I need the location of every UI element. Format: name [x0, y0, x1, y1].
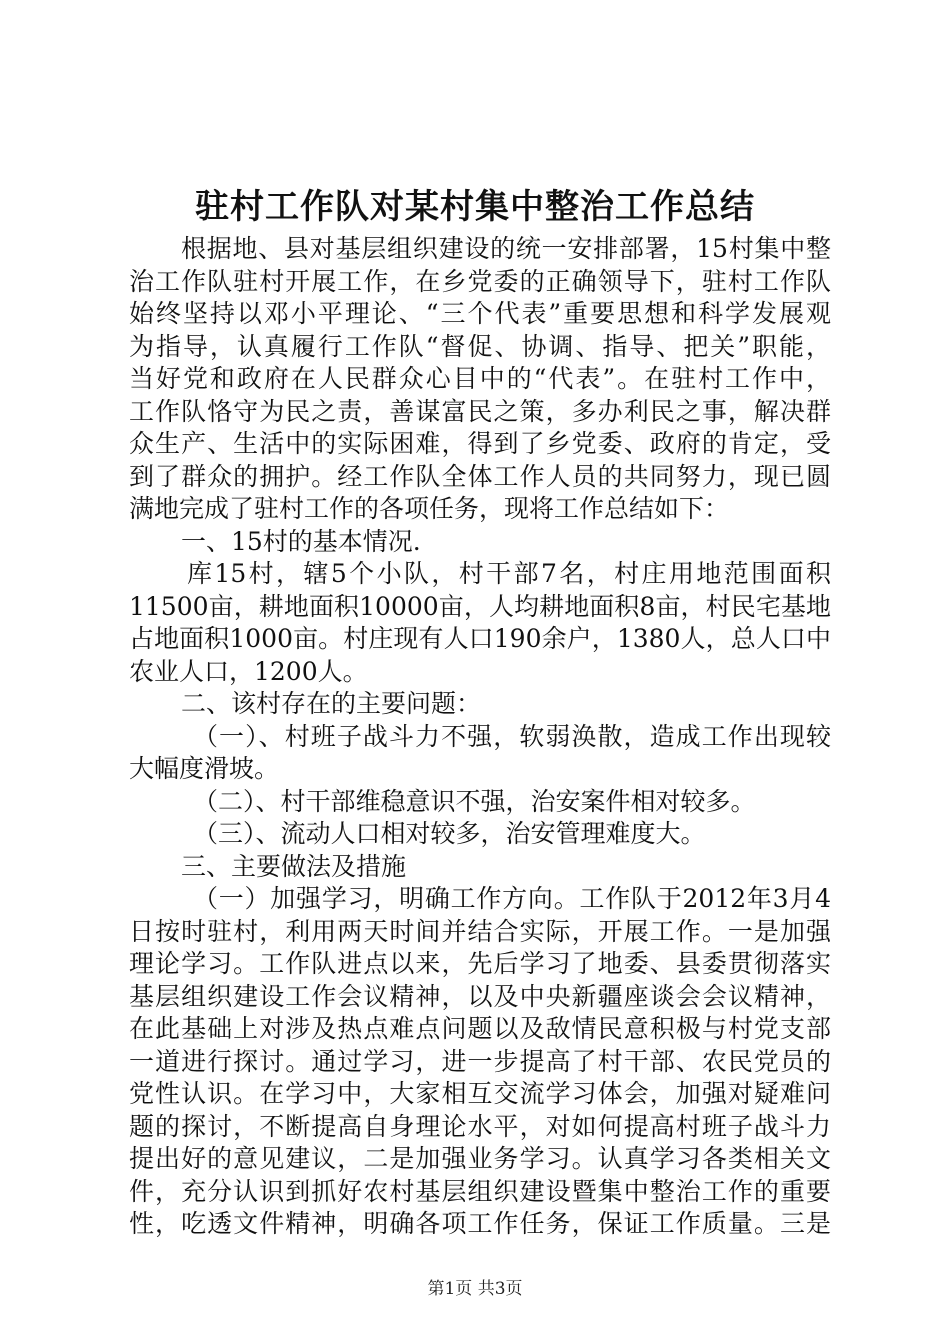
paragraph-line: （一）加强学习，明确工作方向。工作队于2012年3月4 [193, 884, 831, 913]
paragraph-line: 11500亩，耕地面积10000亩，人均耕地面积8亩，村民宅基地 [129, 591, 831, 621]
paragraph-line: 到了群众的拥护。经工作队全体工作人员的共同努力，现已圆 [129, 461, 831, 491]
section-heading: 二、该村存在的主要问题： [181, 689, 482, 718]
paragraph-line: （一）、村班子战斗力不强，软弱涣散，造成工作出现较 [193, 721, 831, 751]
paragraph-line: （二）、村干部维稳意识不强，治安案件相对较多。 [193, 786, 756, 816]
paragraph-line: 库15村，辖5个小队，村干部7名，村庄用地范围面积 [187, 559, 831, 588]
section-heading: 一、15村的基本情况. [181, 526, 421, 556]
paragraph-line: 提出好的意见建议，二是加强业务学习。认真学习各类相关文 [129, 1144, 831, 1173]
document-title: 驻村工作队对某村集中整治工作总结 [195, 187, 755, 227]
page-number-footer: 第1页 共3页 [427, 1279, 523, 1299]
document-body [129, 233, 831, 1241]
paragraph-line: 性，吃透文件精神，明确各项工作任务，保证工作质量。三是 [129, 1209, 831, 1238]
paragraph-line: 满地完成了驻村工作的各项任务，现将工作总结如下： [129, 494, 730, 523]
paragraph-line: 农业人口，1200人。 [129, 656, 368, 686]
paragraph-line: 理论学习。工作队进点以来，先后学习了地委、县委贯彻落实 [129, 949, 831, 978]
paragraph-line: 日按时驻村，利用两天时间并结合实际，开展工作。一是加强 [129, 916, 831, 946]
paragraph-line: 件，充分认识到抓好农村基层组织建设暨集中整治工作的重要 [129, 1176, 831, 1206]
paragraph-line: 当好党和政府在人民群众心目中的“代表”。在驻村工作中， [129, 364, 831, 393]
paragraph-line: 根据地、县对基层组织建设的统一安排部署，15村集中整 [181, 234, 831, 263]
paragraph-line: （三）、流动人口相对较多，治安管理难度大。 [193, 819, 706, 848]
section-heading: 三、主要做法及措施 [181, 851, 407, 881]
paragraph-line: 党性认识。在学习中，大家相互交流学习体会，加强对疑难问 [129, 1079, 831, 1108]
paragraph-line: 基层组织建设工作会议精神，以及中央新疆座谈会会议精神， [129, 981, 831, 1011]
paragraph-line: 题的探讨，不断提高自身理论水平，对如何提高村班子战斗力 [129, 1111, 831, 1141]
paragraph-line: 占地面积1000亩。村庄现有人口190余户，1380人，总人口中 [129, 624, 831, 653]
paragraph-line: 在此基础上对涉及热点难点问题以及敌情民意积极与村党支部 [129, 1014, 831, 1043]
paragraph-line: 大幅度滑坡。 [129, 754, 280, 783]
paragraph-line: 治工作队驻村开展工作，在乡党委的正确领导下，驻村工作队 [129, 266, 831, 296]
paragraph-line: 为指导，认真履行工作队“督促、协调、指导、把关”职能， [129, 331, 831, 361]
paragraph-line: 众生产、生活中的实际困难，得到了乡党委、政府的肯定，受 [129, 429, 831, 458]
paragraph-line: 一道进行探讨。通过学习，进一步提高了村干部、农民党员的 [129, 1046, 831, 1076]
paragraph-line: 始终坚持以邓小平理论、“三个代表”重要思想和科学发展观 [129, 299, 831, 328]
paragraph-line: 工作队恪守为民之责，善谋富民之策，多办利民之事，解决群 [129, 396, 831, 426]
